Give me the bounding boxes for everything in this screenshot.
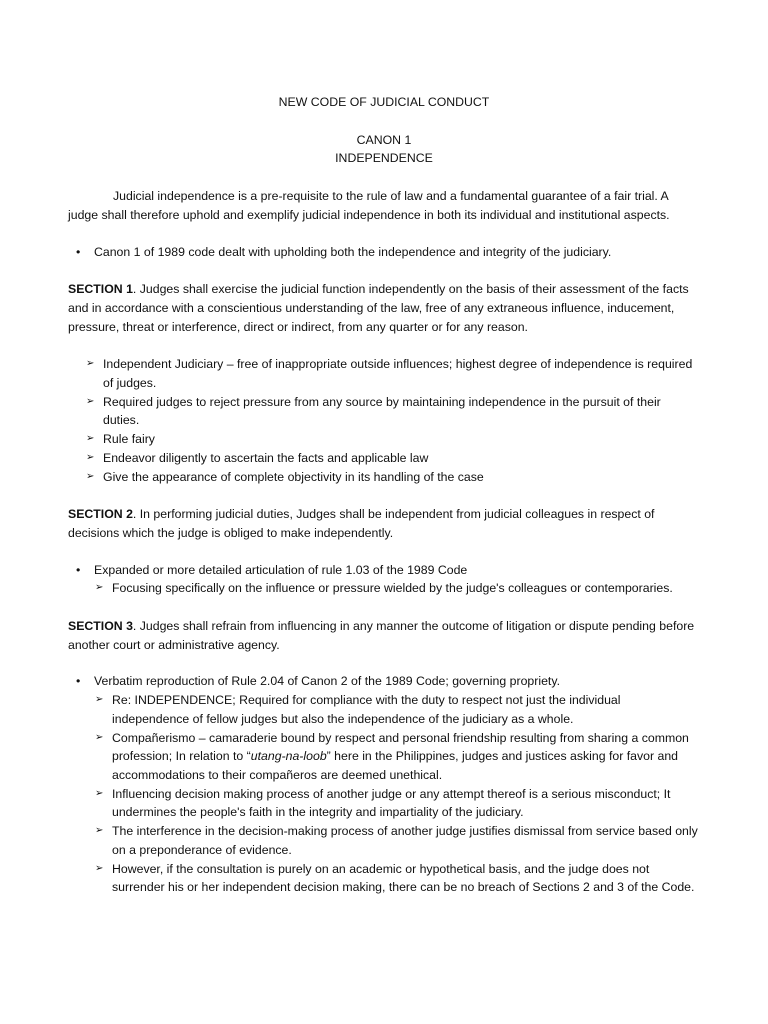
list-item [94, 822, 700, 859]
section-2-label: SECTION 2 [68, 507, 133, 522]
point-text: Focusing specifically on the influence or pressure wielded by the judge's colleagues or contemporaries. [112, 581, 673, 596]
section-1-text: . Judges shall exercise the judicial function independently on the basis of their assessment of the facts and in accordance with a conscientious understanding of the law, free of any extraneous influence, inducement, pressure, threat or interference, direct or indirect, from any quarter or for any reason. [68, 282, 689, 334]
list-item [94, 785, 700, 822]
section-3-paragraph [68, 617, 700, 654]
bullet-icon: • [76, 244, 81, 259]
canon-number: CANON 1 [356, 132, 412, 147]
list-item [68, 449, 700, 468]
intro-paragraph: Judicial independence is a pre-requisite to the rule of law and a fundamental guarantee of a fair trial. A judge shall therefore uphold and exemplify judicial independence in both its individual and institutional aspects. [68, 189, 670, 222]
point-text: Independent Judiciary – free of inappropriate outside influences; highest degree of independence is required of judges. [103, 357, 693, 391]
arrow-bullet-icon: ➢ [95, 694, 104, 706]
section-1-paragraph [68, 280, 700, 336]
arrow-bullet-icon: ➢ [86, 451, 95, 463]
point-text: Re: INDEPENDENCE; Required for compliance with the duty to respect not just the individual independence of fellow judges but also the independence of the judiciary as a whole. [112, 693, 621, 726]
point-text: Required judges to reject pressure from any source by maintaining independence in the pursuit of their duties. [103, 394, 661, 428]
companerismo-before: Compañerismo – camaraderie bound by respect and personal friendship resulting from sharing a common profession; In relation to “ [112, 730, 689, 764]
section-1-label: SECTION 1 [68, 282, 133, 297]
list-item [94, 691, 700, 728]
point-text: Endeavor diligently to ascertain the facts and applicable law [103, 450, 429, 465]
intro-bullet-text: Canon 1 of 1989 code dealt with upholding both the independence and integrity of the judiciary. [94, 244, 612, 259]
section-3-label: SECTION 3 [68, 619, 133, 634]
list-item [68, 355, 700, 392]
section-2-text: . In performing judicial duties, Judges shall be independent from judicial colleagues in respect of decisions which the judge is obliged to make independently. [68, 507, 655, 540]
arrow-bullet-icon: ➢ [86, 395, 95, 407]
list-item [94, 729, 700, 785]
list-item [68, 468, 700, 487]
point-text: However, if the consultation is purely on an academic or hypothetical basis, and the judge does not surrender his or her independent decision making, there can be no breach of Sections 2 and 3 of the Code. [112, 861, 695, 895]
intro-bullet-list [68, 243, 700, 262]
list-item [94, 579, 700, 598]
list-item [68, 561, 700, 598]
bullet-text: Verbatim reproduction of Rule 2.04 of Canon 2 of the 1989 Code; governing propriety. [94, 674, 560, 689]
bullet-icon: • [76, 562, 81, 577]
point-text: The interference in the decision-making process of another judge justifies dismissal from service based only on a preponderance of evidence. [112, 824, 698, 857]
list-item [68, 243, 700, 262]
section-2-paragraph [68, 505, 700, 542]
arrow-bullet-icon: ➢ [95, 582, 104, 594]
bullet-icon: • [76, 674, 81, 689]
point-text: Give the appearance of complete objectivity in its handling of the case [103, 469, 484, 484]
companerismo-text [112, 731, 689, 782]
arrow-bullet-icon: ➢ [86, 470, 95, 482]
list-item [94, 860, 700, 897]
arrow-bullet-icon: ➢ [95, 862, 104, 874]
list-item [68, 393, 700, 430]
arrow-bullet-icon: ➢ [95, 787, 104, 799]
section-3-text: . Judges shall refrain from influencing in any manner the outcome of litigation or dispute pending before another court or administrative agency. [68, 619, 695, 652]
arrow-bullet-icon: ➢ [86, 358, 95, 370]
section-3-points [94, 691, 700, 897]
list-item [68, 430, 700, 449]
bullet-text: Expanded or more detailed articulation of rule 1.03 of the 1989 Code [94, 562, 468, 577]
companerismo-after: ” here in the Philippines, judges and justices asking for favor and accommodations to their compañeros are deemed unethical. [112, 749, 679, 782]
point-text: Influencing decision making process of another judge or any attempt thereof is a serious misconduct; It undermines the people's faith in the integrity and impartiality of the judiciary. [112, 786, 671, 820]
canon-name: INDEPENDENCE [335, 151, 433, 166]
section-2-points [94, 579, 700, 598]
arrow-bullet-icon: ➢ [95, 825, 104, 837]
point-text: Rule fairy [103, 432, 155, 447]
document-title: NEW CODE OF JUDICIAL CONDUCT [278, 95, 490, 109]
section-3-bullets [68, 672, 700, 896]
document-page [68, 93, 700, 897]
arrow-bullet-icon: ➢ [86, 433, 95, 445]
section-1-points [68, 355, 700, 486]
section-2-bullets [68, 561, 700, 598]
utang-na-loob-term: utang-na-loob [250, 749, 327, 764]
arrow-bullet-icon: ➢ [95, 731, 104, 743]
list-item [68, 672, 700, 896]
